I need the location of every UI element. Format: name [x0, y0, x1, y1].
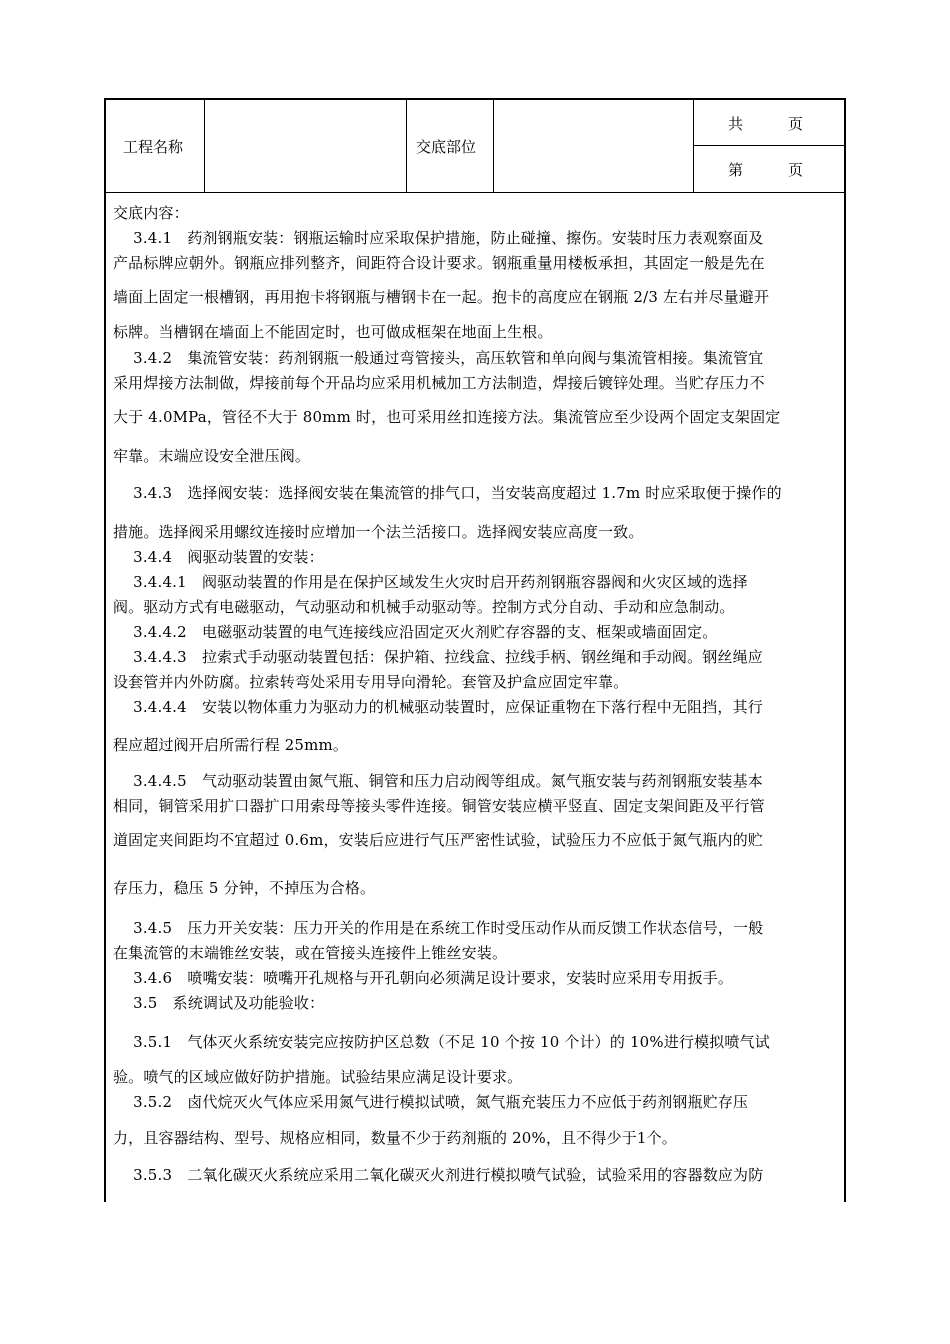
content-line: 3.4.4.4 安装以物体重力为驱动力的机械驱动装置时，应保证重物在下落行程中无阻挡，其行 — [113, 698, 763, 716]
content-line: 措施。选择阀采用螺纹连接时应增加一个法兰活接口。选择阀安装应高度一致。 — [113, 523, 644, 541]
content-line: 3.4.4.5 气动驱动装置由氮气瓶、铜管和压力启动阀等组成。氮气瓶安装与药剂钢瓶安装基本 — [113, 772, 763, 790]
content-line: 产品标牌应朝外。钢瓶应排列整齐，间距符合设计要求。钢瓶重量用楼板承担，其固定一般是先在 — [113, 254, 765, 272]
content-line: 阀。驱动方式有电磁驱动，气动驱动和机械手动驱动等。控制方式分自动、手动和应急制动。 — [113, 598, 735, 616]
content-line: 3.5.2 卤代烷灭火气体应采用氮气进行模拟试喷，氮气瓶充装压力不应低于药剂钢瓶贮存压 — [113, 1093, 749, 1111]
content-line: 相同，铜管采用扩口器扩口用索母等接头零件连接。铜管安装应横平竖直、固定支架间距及平行管 — [113, 797, 765, 815]
disclosure-form — [104, 98, 846, 1202]
content-line: 力，且容器结构、型号、规格应相同，数量不少于药剂瓶的 20%，且不得少于1个。 — [113, 1129, 677, 1147]
header-divider — [693, 100, 694, 192]
content-line: 在集流管的末端锥丝安装，或在管接头连接件上锥丝安装。 — [113, 944, 508, 962]
content-line: 3.4.2 集流管安装：药剂钢瓶一般通过弯管接头，高压软管和单向阀与集流管相接。集流管宜 — [113, 349, 764, 367]
total-pages-label: 共 页 — [728, 115, 804, 133]
content-line: 验。喷气的区域应做好防护措施。试验结果应满足设计要求。 — [113, 1068, 523, 1086]
content-title: 交底内容： — [113, 204, 189, 222]
header-divider — [693, 145, 844, 146]
content-line: 墙面上固定一根槽钢，再用抱卡将钢瓶与槽钢卡在一起。抱卡的高度应在钢瓶 2/3 左右并尽量避开 — [113, 288, 770, 306]
header-divider — [406, 100, 407, 192]
content-line: 3.4.4 阀驱动装置的安装： — [113, 548, 324, 566]
content-line: 标牌。当槽钢在墙面上不能固定时，也可做成框架在地面上生根。 — [113, 323, 553, 341]
content-line: 存压力，稳压 5 分钟，不掉压为合格。 — [113, 879, 376, 897]
project-name-label: 工程名称 — [123, 138, 184, 156]
content-line: 设套管并内外防腐。拉索转弯处采用专用导向滑轮。套管及护盒应固定牢靠。 — [113, 673, 629, 691]
section-label: 交底部位 — [416, 138, 477, 156]
content-line: 3.4.6 喷嘴安装：喷嘴开孔规格与开孔朝向必须满足设计要求，安装时应采用专用扳手。 — [113, 969, 734, 987]
content-line: 采用焊接方法制做，焊接前每个开品均应采用机械加工方法制造，焊接后镀锌处理。当贮存压力不 — [113, 374, 765, 392]
content-line: 3.5.3 二氧化碳灭火系统应采用二氧化碳灭火剂进行模拟喷气试验，试验采用的容器数应为防 — [113, 1166, 764, 1184]
content-line: 3.4.3 选择阀安装：选择阀安装在集流管的排气口，当安装高度超过 1.7m 时应采取便于操作的 — [113, 484, 782, 502]
content-line: 3.5 系统调试及功能验收： — [113, 994, 325, 1012]
form-header — [106, 100, 844, 193]
content-line: 道固定夹间距均不宜超过 0.6m，安装后应进行气压严密性试验，试验压力不应低于氮气瓶内的贮 — [113, 831, 764, 849]
content-line: 牢靠。末端应设安全泄压阀。 — [113, 447, 311, 465]
content-line: 3.4.5 压力开关安装：压力开关的作用是在系统工作时受压动作从而反馈工作状态信号，一般 — [113, 919, 764, 937]
content-line: 3.5.1 气体灭火系统安装完应按防护区总数（不足 10 个按 10 个计）的 10%进行模拟喷气试 — [113, 1033, 770, 1051]
header-divider — [204, 100, 205, 192]
content-line: 3.4.4.3 拉索式手动驱动装置包括：保护箱、拉线盒、拉线手柄、钢丝绳和手动阀。钢丝绳应 — [113, 648, 763, 666]
content-line: 大于 4.0MPa，管径不大于 80mm 时，也可采用丝扣连接方法。集流管应至少设两个固定支架固定 — [113, 408, 781, 426]
content-line: 3.4.4.2 电磁驱动装置的电气连接线应沿固定灭火剂贮存容器的支、框架或墙面固定。 — [113, 623, 718, 641]
content-line: 程应超过阀开启所需行程 25mm。 — [113, 736, 349, 754]
content-line: 3.4.4.1 阀驱动装置的作用是在保护区域发生火灾时启开药剂钢瓶容器阀和火灾区域的选择 — [113, 573, 748, 591]
page-number-label: 第 页 — [728, 161, 804, 179]
content-line: 3.4.1 药剂钢瓶安装：钢瓶运输时应采取保护措施，防止碰撞、擦伤。安装时压力表观察面及 — [113, 229, 764, 247]
header-divider — [493, 100, 494, 192]
